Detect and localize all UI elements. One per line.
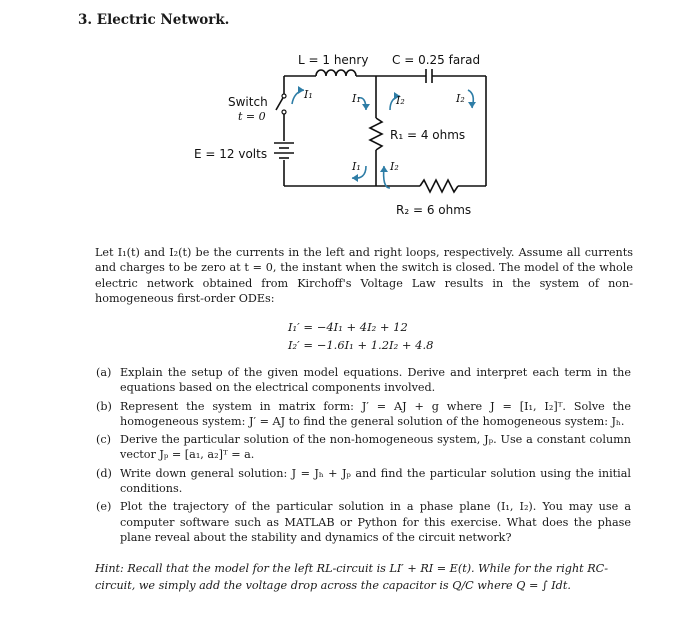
part-e: (e) Plot the trajectory of the particular solution in a phase plane (I₁, I₂). You may use a computer software such as MATLAB or Python for this exercise. What does the phase plane reveal about the stability and dynamics of the circuit network? [96,500,631,544]
r2-zigzag [420,180,458,192]
inductor-label: L = 1 henry [298,53,369,67]
part-b: (b) Represent the system in matrix form: J′ = AJ + g where J = [I₁, I₂]ᵀ. Solve the homogeneous system: J′ = AJ to find the general solution of the homogeneous system: Jₕ. [96,399,631,428]
question-parts [96,365,631,548]
part-a: (a) Explain the setup of the given model equations. Derive and interpret each term in the equations based on the electrical components involved. [96,366,631,395]
current-label-i1-switch: I₁ [304,88,313,101]
source-label: E = 12 volts [194,147,268,161]
r1-label: R₁ = 4 ohms [390,128,466,142]
problem-heading: 3. Electric Network. [78,12,230,28]
switch-time-label: t = 0 [238,110,266,123]
intro-paragraph: Let I₁(t) and I₂(t) be the currents in the left and right loops, respectively. Assume all currents and charges to be zero at t = 0, the instant when the switch is closed. The model of the whole electric network obtained from Kirchoff's Voltage Law results in the system of non-homogeneous first-order ODEs: [95,246,633,306]
r2-label: R₂ = 6 ohms [396,203,472,217]
inductor-coil [316,70,356,76]
hint-text: Hint: Recall that the model for the left RL-circuit is LI′ + RI = E(t). While for the right RC-circuit, we simply add the voltage drop across the capacitor is Q/C where Q = ∫ Idt. [95,562,608,592]
current-label-i2-top: I₂ [396,94,405,107]
part-d: (d) Write down general solution: J = Jₕ + Jₚ and find the particular solution using the initial conditions. [96,466,631,496]
part-c: (c) Derive the particular solution of the non-homogeneous system, Jₚ. Use a constant column vector Jₚ = [a₁, a₂]ᵀ = a. [96,433,631,462]
current-label-i1-top: I₁ [352,92,361,105]
equation-1: I₁′ = −4I₁ + 4I₂ + 12 [288,320,408,334]
current-label-i2-bottom: I₂ [390,160,399,173]
switch-label: Switch [228,95,268,109]
capacitor-label: C = 0.25 farad [392,53,481,67]
current-label-i2-right: I₂ [456,92,465,105]
ode-system [288,318,433,354]
current-label-i1-bottom: I₁ [352,160,361,173]
r1-zigzag [370,118,382,150]
circuit-diagram [180,46,500,226]
equation-2: I₂′ = −1.6I₁ + 1.2I₂ + 4.8 [288,338,434,352]
